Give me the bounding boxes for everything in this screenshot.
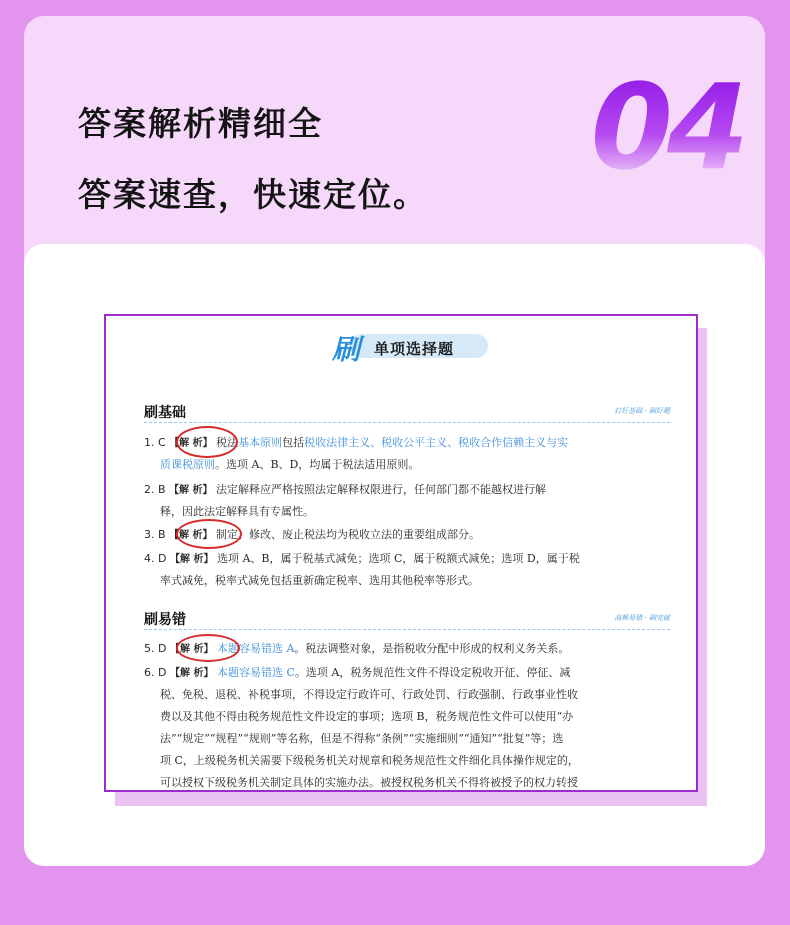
highlight-circle-icon (176, 634, 240, 662)
answer-line: 3. B 【解 析】 制定、修改、废止税法均为税收立法的重要组成部分。 (144, 528, 481, 541)
headline-line-2: 答案速查，快速定位。 (78, 175, 428, 214)
answer-line: 费以及其他不得由税务规范性文件设定的事项；选项 B，税务规范性文件可以使用“办 (160, 710, 574, 723)
section-header-error-prone (144, 609, 670, 630)
answer-line: 法”“规定”“规程”“规则”等名称，但是不得称“条例”“实施细则”“通知”“批复”等；选 (160, 732, 564, 745)
answer-line: 4. D 【解 析】 选项 A、B，属于税基式减免；选项 C，属于税额式减免；选项 D，属于税 (144, 552, 580, 565)
section-title: 刷基础 (144, 405, 186, 421)
headline-line-1: 答案解析精细全 (78, 104, 323, 143)
section-title: 刷易错 (144, 612, 186, 628)
answer-line: 6. D 【解 析】 本题容易错选 C。选项 A，税务规范性文件不得设定税收开征、停征、减 (144, 666, 571, 679)
answer-line: 质课税原则。选项 A、B、D，均属于税法适用原则。 (160, 458, 420, 471)
section-tag: 高频易错 · 刷完破 (614, 614, 670, 622)
feature-number: 04 (590, 58, 743, 196)
section-tag: 打好基础 · 刷好题 (614, 407, 670, 415)
highlight-circle-icon (176, 426, 238, 458)
answer-line: 税、免税、退税、补税事项，不得设定行政许可、行政处罚、行政强制、行政事业性收 (160, 688, 578, 701)
section-header-basic (144, 402, 670, 423)
page-banner (332, 330, 492, 366)
answer-line: 2. B 【解 析】 法定解释应严格按照法定解释权限进行，任何部门都不能越权进行解 (144, 483, 547, 496)
answer-line: 1. C 【解 析】 税法基本原则包括税收法律主义、税收公平主义、税收合作信赖主义与实 (144, 436, 569, 449)
answer-line: 5. D 【解 析】 本题容易错选 A。税法调整对象，是指税收分配中形成的权利义务关系。 (144, 642, 570, 655)
answer-line: 率式减免，税率式减免包括重新确定税率、选用其他税率等形式。 (160, 574, 479, 587)
answer-line: 项 C，上级税务机关需要下级税务机关对规章和税务规范性文件细化具体操作规定的， (160, 754, 579, 767)
brush-logo-icon: 刷 (332, 333, 361, 366)
banner-title: 单项选择题 (374, 340, 455, 358)
answer-line: 释，因此法定解释具有专属性。 (160, 505, 314, 518)
answer-line: 可以授权下级税务机关制定具体的实施办法。被授权税务机关不得将被授予的权力转授 (160, 776, 578, 789)
highlight-circle-icon (176, 519, 242, 549)
book-page-preview (104, 314, 698, 792)
